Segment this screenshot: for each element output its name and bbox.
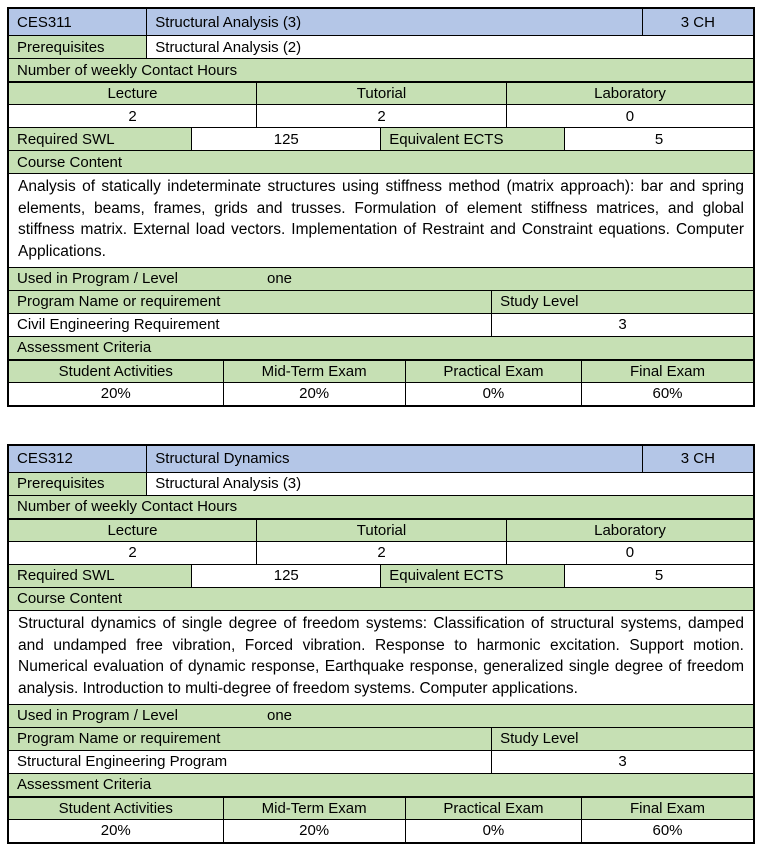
assessment-header-row [9, 359, 753, 382]
required-swl-value: 125 [191, 565, 380, 587]
contact-hours-label: Number of weekly Contact Hours [9, 59, 753, 81]
required-swl-value: 125 [191, 128, 380, 150]
assessment-criteria-row [9, 336, 753, 359]
study-level-value: 3 [491, 314, 753, 336]
assessment-criteria-row [9, 773, 753, 796]
course-title: Structural Dynamics [146, 446, 642, 472]
program-name-value: Civil Engineering Requirement [17, 316, 220, 334]
credit-hours: 3 CH [642, 9, 753, 35]
program-header-row [9, 290, 753, 313]
mid-term-exam-label: Mid-Term Exam [223, 361, 405, 382]
student-activities-value: 20% [100, 822, 131, 840]
used-in-program-cell [9, 705, 753, 727]
used-in-program-cell [9, 268, 753, 290]
tutorial-hours: 2 [256, 105, 506, 127]
course-table-ces312 [7, 444, 755, 844]
swl-ects-row [9, 127, 753, 150]
prerequisite-value: Structural Analysis (3) [146, 473, 753, 495]
final-exam-label: Final Exam [581, 798, 753, 819]
tutorial-label: Tutorial [256, 520, 506, 541]
course-header-row [9, 9, 753, 35]
final-exam-label: Final Exam [581, 361, 753, 382]
final-exam-value: 60% [581, 820, 753, 842]
student-activities-value: 20% [100, 385, 131, 403]
hours-values-row [9, 541, 753, 564]
prerequisites-label: Prerequisites [9, 473, 146, 495]
course-content-row [9, 610, 753, 704]
mid-term-exam-value: 20% [223, 383, 405, 405]
practical-exam-label: Practical Exam [405, 361, 581, 382]
assessment-criteria-label: Assessment Criteria [9, 774, 753, 796]
course-content-text: Analysis of statically indeterminate structures using stiffness method (matrix approach): bar and spring elements, beams, frames, grids and trusses. Formulation of element stiffness matrices, and global stiffness matrix. External load vectors. Implementation of Restraint and Constraint equations. Computer Applications. [18, 178, 744, 261]
student-activities-label: Student Activities [9, 361, 223, 382]
used-in-program-label: Used in Program / Level [17, 270, 178, 288]
program-name-label: Program Name or requirement [9, 291, 491, 313]
contact-hours-row [9, 58, 753, 81]
contact-hours-label: Number of weekly Contact Hours [9, 496, 753, 518]
student-activities-label: Student Activities [9, 798, 223, 819]
laboratory-hours: 0 [506, 542, 753, 564]
course-content-text: Structural dynamics of single degree of freedom systems: Classification of structural systems, damped and undamped free vibration, Forced vibration. Response to harmonic excitation. Support motion. Numerical evaluation of dynamic response, Earthquake response, generalized single degree of freedom analysis. Introduction to multi-degree of freedom systems. Computer applications. [18, 614, 744, 697]
used-in-program-row [9, 704, 753, 727]
assessment-criteria-label: Assessment Criteria [9, 337, 753, 359]
required-swl-label: Required SWL [9, 128, 191, 150]
course-content-row [9, 173, 753, 267]
program-name-label: Program Name or requirement [9, 728, 491, 750]
equivalent-ects-label: Equivalent ECTS [380, 565, 564, 587]
lecture-hours: 2 [128, 544, 137, 562]
practical-exam-value: 0% [405, 820, 581, 842]
assessment-header-row [9, 796, 753, 819]
required-swl-label: Required SWL [9, 565, 191, 587]
contact-hours-row [9, 495, 753, 518]
prerequisites-label: Prerequisites [9, 36, 146, 58]
swl-ects-row [9, 564, 753, 587]
equivalent-ects-value: 5 [564, 128, 753, 150]
lecture-hours: 2 [128, 107, 137, 125]
course-content-label: Course Content [9, 151, 753, 173]
practical-exam-label: Practical Exam [405, 798, 581, 819]
practical-exam-value: 0% [405, 383, 581, 405]
study-level-label: Study Level [491, 291, 753, 313]
tutorial-label: Tutorial [256, 83, 506, 104]
tutorial-hours: 2 [256, 542, 506, 564]
final-exam-value: 60% [581, 383, 753, 405]
course-table-ces311 [7, 7, 755, 407]
hours-header-row [9, 81, 753, 104]
mid-term-exam-value: 20% [223, 820, 405, 842]
course-header-row [9, 446, 753, 472]
mid-term-exam-label: Mid-Term Exam [223, 798, 405, 819]
prerequisite-value: Structural Analysis (2) [146, 36, 753, 58]
study-level-value: 3 [491, 751, 753, 773]
lecture-label: Lecture [9, 83, 256, 104]
study-level-label: Study Level [491, 728, 753, 750]
course-content-header-row [9, 587, 753, 610]
course-content-label: Course Content [9, 588, 753, 610]
assessment-values-row [9, 819, 753, 842]
laboratory-label: Laboratory [506, 520, 753, 541]
assessment-values-row [9, 382, 753, 405]
hours-values-row [9, 104, 753, 127]
course-title: Structural Analysis (3) [146, 9, 642, 35]
program-values-row [9, 313, 753, 336]
prerequisites-row [9, 472, 753, 495]
program-header-row [9, 727, 753, 750]
program-name-value: Structural Engineering Program [17, 753, 228, 771]
hours-header-row [9, 518, 753, 541]
course-content-header-row [9, 150, 753, 173]
lecture-label: Lecture [9, 520, 256, 541]
laboratory-label: Laboratory [506, 83, 753, 104]
credit-hours: 3 CH [642, 446, 753, 472]
laboratory-hours: 0 [506, 105, 753, 127]
program-values-row [9, 750, 753, 773]
equivalent-ects-value: 5 [564, 565, 753, 587]
used-in-program-label: Used in Program / Level [17, 707, 178, 725]
used-in-program-value: one [267, 270, 293, 288]
course-code: CES311 [9, 9, 146, 35]
equivalent-ects-label: Equivalent ECTS [380, 128, 564, 150]
course-code: CES312 [9, 446, 146, 472]
prerequisites-row [9, 35, 753, 58]
used-in-program-row [9, 267, 753, 290]
used-in-program-value: one [267, 707, 293, 725]
